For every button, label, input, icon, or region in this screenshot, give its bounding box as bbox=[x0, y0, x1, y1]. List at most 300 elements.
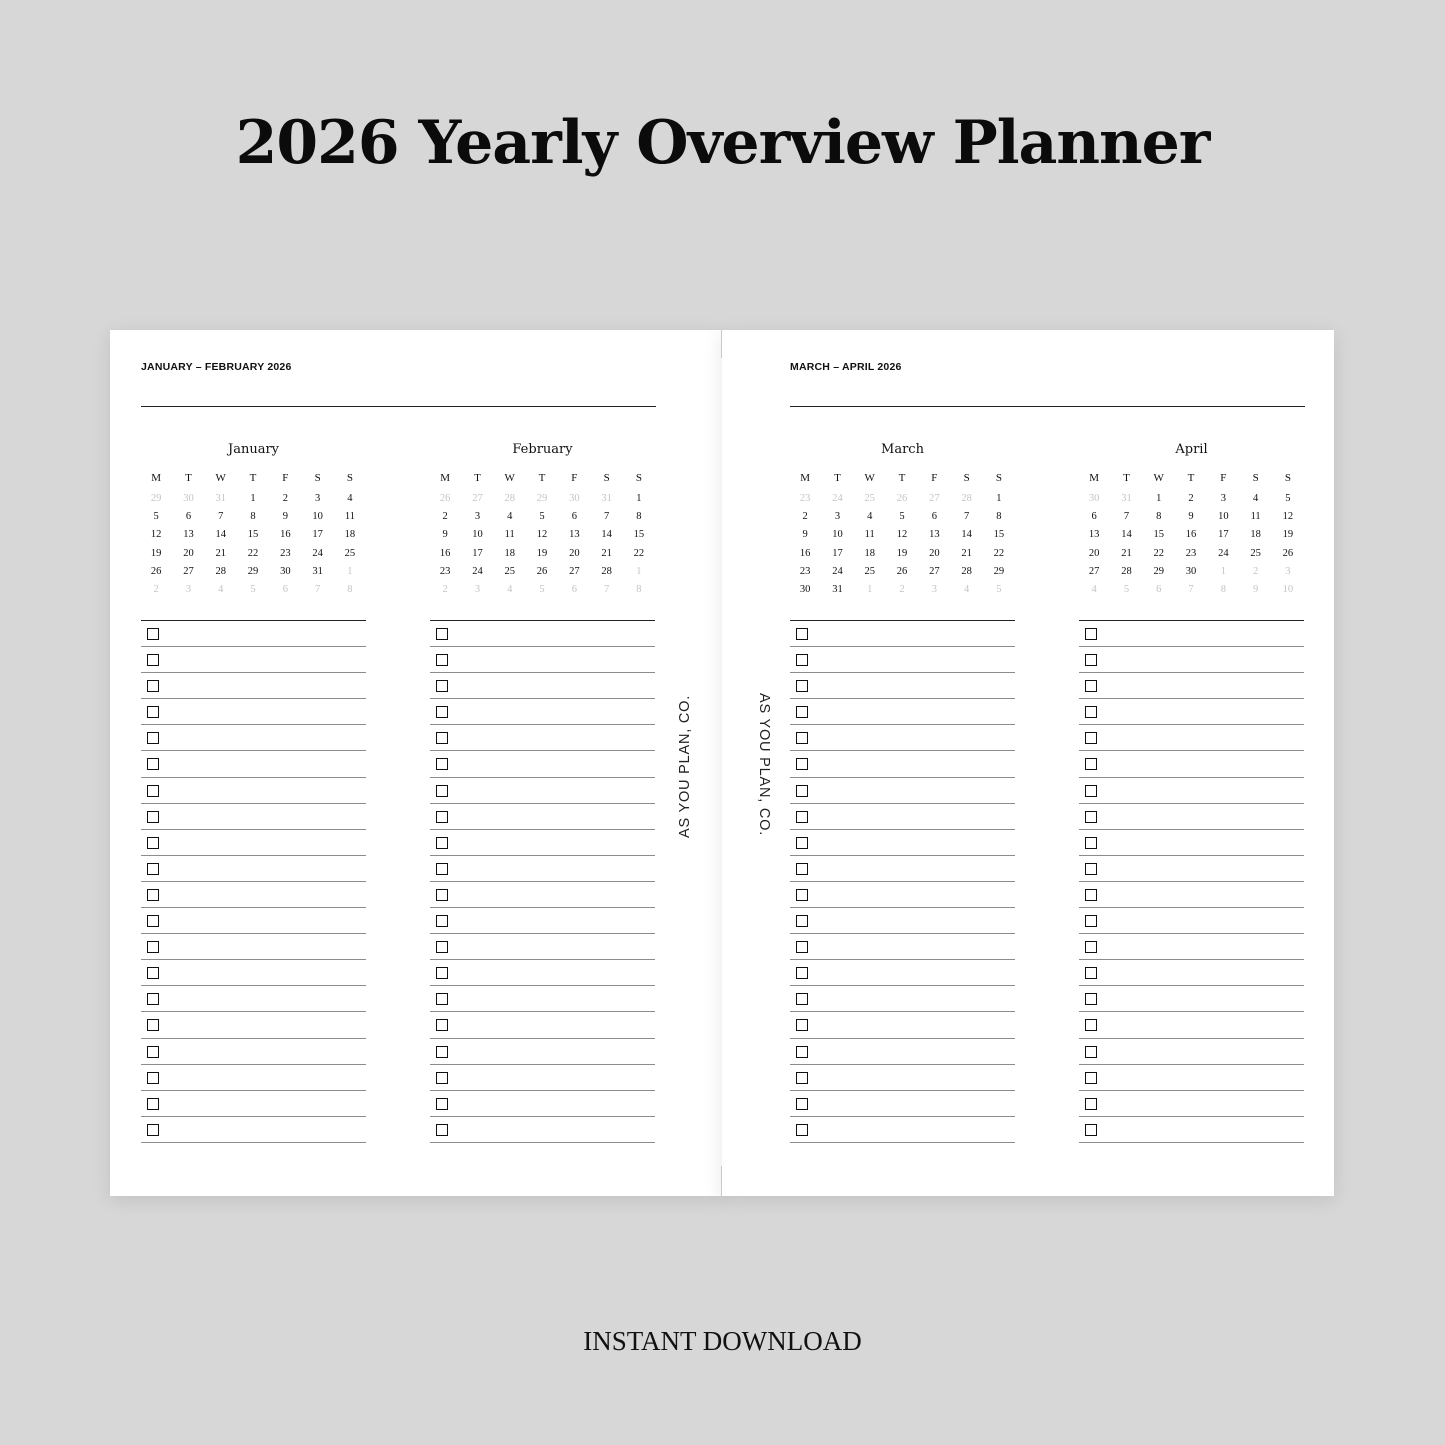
calendar-day-outside-month: 3 bbox=[185, 583, 192, 595]
task-row bbox=[141, 778, 366, 804]
checkbox-icon[interactable] bbox=[436, 993, 448, 1005]
calendar-day-outside-month: 29 bbox=[150, 493, 162, 504]
calendar-day: 10 bbox=[832, 529, 843, 541]
checkbox-icon[interactable] bbox=[1085, 941, 1097, 953]
task-list-march bbox=[790, 620, 1015, 1143]
calendar-day: 4 bbox=[867, 511, 873, 523]
calendar-day-outside-month: 7 bbox=[1188, 583, 1194, 595]
calendar-day: 12 bbox=[150, 529, 162, 541]
calendar-day: 6 bbox=[571, 511, 577, 523]
task-row bbox=[790, 1065, 1015, 1091]
checkbox-icon[interactable] bbox=[147, 967, 159, 979]
calendar-day: 26 bbox=[896, 565, 908, 577]
spread-header-mar-apr: MARCH – APRIL 2026 bbox=[790, 361, 902, 373]
calendar-day: 17 bbox=[312, 529, 323, 541]
calendar-day: 25 bbox=[864, 565, 875, 577]
calendar-day-outside-month: 3 bbox=[931, 583, 937, 595]
task-row bbox=[430, 1091, 655, 1117]
calendar-day: 29 bbox=[993, 565, 1005, 577]
calendar-day: 23 bbox=[280, 547, 291, 559]
task-row bbox=[141, 1012, 366, 1038]
task-row bbox=[430, 751, 655, 777]
task-row bbox=[430, 908, 655, 934]
calendar-day: 28 bbox=[215, 565, 226, 577]
calendar-day-outside-month: 9 bbox=[1253, 583, 1259, 595]
checkbox-icon[interactable] bbox=[147, 1124, 159, 1136]
calendar-day: 20 bbox=[1088, 547, 1100, 559]
weekday-label: F bbox=[1220, 472, 1227, 484]
checkbox-icon[interactable] bbox=[147, 1098, 159, 1110]
task-row bbox=[141, 699, 366, 725]
task-row bbox=[1079, 673, 1304, 699]
calendar-day-outside-month: 27 bbox=[472, 493, 483, 504]
weekday-label: W bbox=[504, 472, 515, 484]
calendar-day-outside-month: 7 bbox=[315, 583, 321, 595]
checkbox-icon[interactable] bbox=[436, 732, 448, 744]
task-row bbox=[430, 647, 655, 673]
checkbox-icon[interactable] bbox=[1085, 837, 1097, 849]
checkbox-icon[interactable] bbox=[436, 915, 448, 927]
task-row bbox=[1079, 1039, 1304, 1065]
calendar-day: 17 bbox=[832, 547, 843, 559]
checkbox-icon[interactable] bbox=[796, 889, 808, 901]
calendar-day: 11 bbox=[864, 529, 875, 541]
checkbox-icon[interactable] bbox=[796, 967, 808, 979]
weekday-label: S bbox=[1284, 472, 1291, 484]
task-row bbox=[141, 1117, 366, 1143]
checkbox-icon[interactable] bbox=[147, 628, 159, 640]
calendar-day: 11 bbox=[344, 511, 355, 523]
calendar-day-outside-month: 5 bbox=[996, 583, 1002, 595]
task-row bbox=[1079, 1117, 1304, 1143]
calendar-day: 6 bbox=[185, 511, 192, 523]
checkbox-icon[interactable] bbox=[147, 654, 159, 666]
calendar-day: 29 bbox=[247, 565, 259, 577]
checkbox-icon[interactable] bbox=[1085, 1072, 1097, 1084]
checkbox-icon[interactable] bbox=[1085, 1098, 1097, 1110]
task-row bbox=[790, 699, 1015, 725]
checkbox-icon[interactable] bbox=[436, 811, 448, 823]
calendar-day: 7 bbox=[1123, 511, 1130, 523]
checkbox-icon[interactable] bbox=[436, 967, 448, 979]
checkbox-icon[interactable] bbox=[796, 785, 808, 797]
checkbox-icon[interactable] bbox=[796, 1098, 808, 1110]
month-april bbox=[1079, 440, 1304, 599]
checkbox-icon[interactable] bbox=[1085, 915, 1097, 927]
spread-header-jan-feb: JANUARY – FEBRUARY 2026 bbox=[141, 361, 292, 373]
checkbox-icon[interactable] bbox=[436, 837, 448, 849]
weekday-label: F bbox=[282, 472, 289, 484]
calendar-day: 22 bbox=[633, 547, 645, 559]
calendar-day: 7 bbox=[964, 511, 970, 523]
calendar-day: 7 bbox=[604, 511, 610, 523]
calendar-day: 12 bbox=[536, 529, 548, 541]
calendar-day: 4 bbox=[1253, 493, 1259, 504]
calendar-day: 29 bbox=[1153, 565, 1164, 577]
checkbox-icon[interactable] bbox=[436, 680, 448, 692]
checkbox-icon[interactable] bbox=[796, 680, 808, 692]
weekday-label: M bbox=[1089, 472, 1100, 484]
checkbox-icon[interactable] bbox=[796, 915, 808, 927]
calendar-day: 3 bbox=[315, 493, 321, 504]
task-row bbox=[141, 647, 366, 673]
calendar-day-outside-month: 31 bbox=[601, 493, 612, 504]
checkbox-icon[interactable] bbox=[147, 1046, 159, 1058]
calendar-day-outside-month: 30 bbox=[183, 493, 194, 504]
task-row bbox=[790, 1012, 1015, 1038]
calendar-day: 3 bbox=[1220, 493, 1226, 504]
weekday-label: T bbox=[185, 472, 192, 484]
task-row bbox=[1079, 647, 1304, 673]
checkbox-icon[interactable] bbox=[436, 1124, 448, 1136]
calendar-day-outside-month: 10 bbox=[1282, 583, 1294, 595]
calendar-day: 22 bbox=[1153, 547, 1164, 559]
calendar-day-outside-month: 24 bbox=[832, 493, 843, 504]
calendar-day: 18 bbox=[344, 529, 356, 541]
task-row bbox=[1079, 751, 1304, 777]
checkbox-icon[interactable] bbox=[796, 758, 808, 770]
month-title: February bbox=[512, 442, 573, 457]
checkbox-icon[interactable] bbox=[436, 1019, 448, 1031]
checkbox-icon[interactable] bbox=[1085, 863, 1097, 875]
task-row bbox=[430, 960, 655, 986]
checkbox-icon[interactable] bbox=[436, 706, 448, 718]
checkbox-icon[interactable] bbox=[796, 732, 808, 744]
checkbox-icon[interactable] bbox=[436, 1072, 448, 1084]
calendar-day: 31 bbox=[312, 565, 323, 577]
checkbox-icon[interactable] bbox=[1085, 889, 1097, 901]
weekday-label: M bbox=[440, 472, 451, 484]
checkbox-icon[interactable] bbox=[436, 863, 448, 875]
calendar-day: 5 bbox=[1285, 493, 1291, 504]
brand-label-right: AS YOU PLAN, CO. bbox=[756, 693, 772, 837]
calendar-day-outside-month: 8 bbox=[1220, 583, 1226, 595]
calendar-day: 1 bbox=[250, 493, 256, 504]
calendar-day: 13 bbox=[1088, 529, 1100, 541]
calendar-day: 14 bbox=[961, 529, 972, 541]
calendar-day: 17 bbox=[1218, 529, 1229, 541]
calendar-day-outside-month: 1 bbox=[347, 565, 353, 577]
checkbox-icon[interactable] bbox=[436, 889, 448, 901]
calendar-day: 14 bbox=[601, 529, 612, 541]
calendar-day: 27 bbox=[183, 565, 194, 577]
calendar-day: 15 bbox=[633, 529, 645, 541]
calendar-day: 4 bbox=[347, 493, 353, 504]
weekday-label: W bbox=[864, 472, 875, 484]
calendar-day-outside-month: 4 bbox=[218, 583, 224, 595]
checkbox-icon[interactable] bbox=[1085, 732, 1097, 744]
task-row bbox=[1079, 1065, 1304, 1091]
task-row bbox=[430, 804, 655, 830]
checkbox-icon[interactable] bbox=[1085, 811, 1097, 823]
task-row bbox=[790, 986, 1015, 1012]
checkbox-icon[interactable] bbox=[796, 1046, 808, 1058]
calendar-day: 19 bbox=[1282, 529, 1294, 541]
weekday-label: T bbox=[474, 472, 481, 484]
task-row bbox=[430, 934, 655, 960]
calendar-day: 2 bbox=[802, 511, 808, 523]
calendar-day: 26 bbox=[150, 565, 162, 577]
calendar-day: 14 bbox=[1121, 529, 1132, 541]
calendar-day: 13 bbox=[569, 529, 580, 541]
calendar-day-outside-month: 6 bbox=[571, 583, 577, 595]
checkbox-icon[interactable] bbox=[147, 863, 159, 875]
calendar-day-outside-month: 26 bbox=[896, 493, 908, 504]
calendar-day: 16 bbox=[439, 547, 451, 559]
calendar-day: 6 bbox=[931, 511, 937, 523]
checkbox-icon[interactable] bbox=[147, 680, 159, 692]
calendar-day-outside-month: 8 bbox=[347, 583, 353, 595]
checkbox-icon[interactable] bbox=[147, 811, 159, 823]
calendar-day-outside-month: 5 bbox=[539, 583, 545, 595]
weekday-label: S bbox=[314, 472, 321, 484]
calendar-day: 23 bbox=[439, 565, 451, 577]
checkbox-icon[interactable] bbox=[436, 785, 448, 797]
checkbox-icon[interactable] bbox=[796, 706, 808, 718]
checkbox-icon[interactable] bbox=[436, 941, 448, 953]
calendar-day-outside-month: 28 bbox=[504, 493, 515, 504]
calendar-day: 15 bbox=[993, 529, 1005, 541]
checkbox-icon[interactable] bbox=[436, 1046, 448, 1058]
calendar-day: 11 bbox=[1250, 511, 1261, 523]
calendar-day: 9 bbox=[442, 529, 448, 541]
calendar-day-outside-month: 2 bbox=[899, 583, 905, 595]
weekday-label: F bbox=[931, 472, 938, 484]
calendar-day: 8 bbox=[1156, 511, 1162, 523]
checkbox-icon[interactable] bbox=[1085, 706, 1097, 718]
checkbox-icon[interactable] bbox=[796, 654, 808, 666]
checkbox-icon[interactable] bbox=[147, 732, 159, 744]
month-title: April bbox=[1175, 442, 1208, 457]
calendar-day: 30 bbox=[280, 565, 291, 577]
checkbox-icon[interactable] bbox=[1085, 758, 1097, 770]
task-row bbox=[1079, 986, 1304, 1012]
checkbox-icon[interactable] bbox=[147, 1072, 159, 1084]
checkbox-icon[interactable] bbox=[1085, 628, 1097, 640]
weekday-label: T bbox=[834, 472, 841, 484]
calendar-day: 18 bbox=[1250, 529, 1261, 541]
task-row bbox=[141, 804, 366, 830]
calendar-day: 8 bbox=[250, 511, 256, 523]
calendar-day-outside-month: 3 bbox=[1285, 565, 1291, 577]
month-title: January bbox=[227, 442, 280, 457]
spine-divider-top bbox=[721, 330, 722, 358]
checkbox-icon[interactable] bbox=[796, 993, 808, 1005]
task-row bbox=[790, 725, 1015, 751]
task-row bbox=[790, 830, 1015, 856]
checkbox-icon[interactable] bbox=[147, 758, 159, 770]
checkbox-icon[interactable] bbox=[796, 863, 808, 875]
task-row bbox=[1079, 960, 1304, 986]
checkbox-icon[interactable] bbox=[1085, 680, 1097, 692]
calendar-day: 10 bbox=[1218, 511, 1229, 523]
checkbox-icon[interactable] bbox=[796, 1072, 808, 1084]
calendar-day: 24 bbox=[832, 565, 843, 577]
checkbox-icon[interactable] bbox=[147, 889, 159, 901]
calendar-day-outside-month: 6 bbox=[282, 583, 288, 595]
task-row bbox=[790, 1091, 1015, 1117]
calendar-day: 25 bbox=[1250, 547, 1261, 559]
calendar-day-outside-month: 23 bbox=[799, 493, 811, 504]
page-title: 2026 Yearly Overview Planner bbox=[235, 108, 1210, 178]
checkbox-icon[interactable] bbox=[147, 1019, 159, 1031]
checkbox-icon[interactable] bbox=[1085, 785, 1097, 797]
calendar-day: 21 bbox=[1121, 547, 1132, 559]
checkbox-icon[interactable] bbox=[1085, 993, 1097, 1005]
header-rule bbox=[790, 406, 1305, 407]
checkbox-icon[interactable] bbox=[147, 941, 159, 953]
calendar-day: 22 bbox=[247, 547, 259, 559]
checkbox-icon[interactable] bbox=[436, 628, 448, 640]
calendar-day: 23 bbox=[1185, 547, 1197, 559]
calendar-day: 1 bbox=[996, 493, 1002, 504]
task-row bbox=[790, 882, 1015, 908]
task-row bbox=[790, 751, 1015, 777]
calendar-day: 8 bbox=[996, 511, 1002, 523]
calendar-day-outside-month: 5 bbox=[1123, 583, 1130, 595]
checkbox-icon[interactable] bbox=[436, 758, 448, 770]
checkbox-icon[interactable] bbox=[436, 654, 448, 666]
checkbox-icon[interactable] bbox=[796, 628, 808, 640]
calendar-day: 12 bbox=[1282, 511, 1294, 523]
task-list-february bbox=[430, 620, 655, 1143]
task-row bbox=[141, 986, 366, 1012]
checkbox-icon[interactable] bbox=[796, 1019, 808, 1031]
calendar-day-outside-month: 2 bbox=[442, 583, 448, 595]
task-row bbox=[1079, 856, 1304, 882]
calendar-day: 19 bbox=[896, 547, 908, 559]
task-row bbox=[1079, 621, 1304, 647]
month-title: March bbox=[881, 442, 924, 457]
weekday-label: T bbox=[898, 472, 906, 484]
checkbox-icon[interactable] bbox=[1085, 1019, 1097, 1031]
weekday-label: S bbox=[603, 472, 610, 484]
task-row bbox=[1079, 1091, 1304, 1117]
task-row bbox=[1079, 778, 1304, 804]
calendar-day: 15 bbox=[1153, 529, 1164, 541]
calendar-day: 21 bbox=[601, 547, 612, 559]
calendar-day: 9 bbox=[1188, 511, 1194, 523]
task-row bbox=[790, 856, 1015, 882]
checkbox-icon[interactable] bbox=[147, 915, 159, 927]
calendar-day: 18 bbox=[504, 547, 515, 559]
checkbox-icon[interactable] bbox=[1085, 1046, 1097, 1058]
checkbox-icon[interactable] bbox=[147, 993, 159, 1005]
calendar-day: 1 bbox=[1156, 493, 1162, 504]
calendar-day: 25 bbox=[344, 547, 356, 559]
checkbox-icon[interactable] bbox=[147, 837, 159, 849]
task-row bbox=[790, 934, 1015, 960]
calendar-day: 13 bbox=[929, 529, 940, 541]
instant-download-label: INSTANT DOWNLOAD bbox=[583, 1326, 862, 1356]
checkbox-icon[interactable] bbox=[1085, 967, 1097, 979]
month-february bbox=[430, 440, 655, 599]
calendar-day: 7 bbox=[218, 511, 224, 523]
task-row bbox=[141, 725, 366, 751]
task-row bbox=[141, 1091, 366, 1117]
calendar-day: 2 bbox=[282, 493, 288, 504]
calendar-day-outside-month: 1 bbox=[636, 565, 642, 577]
calendar-day-outside-month: 28 bbox=[961, 493, 972, 504]
task-list-january bbox=[141, 620, 366, 1143]
calendar-day: 24 bbox=[312, 547, 323, 559]
calendar-day-outside-month: 31 bbox=[1121, 493, 1132, 504]
calendar-day: 2 bbox=[1188, 493, 1194, 504]
calendar-day-outside-month: 8 bbox=[636, 583, 642, 595]
calendar-day-outside-month: 29 bbox=[536, 493, 548, 504]
task-row bbox=[790, 778, 1015, 804]
task-row bbox=[141, 1039, 366, 1065]
calendar-day: 27 bbox=[929, 565, 940, 577]
calendar-day: 11 bbox=[504, 529, 515, 541]
task-row bbox=[141, 856, 366, 882]
calendar-day-outside-month: 2 bbox=[1253, 565, 1259, 577]
checkbox-icon[interactable] bbox=[147, 785, 159, 797]
task-row bbox=[141, 934, 366, 960]
calendar-day: 12 bbox=[896, 529, 908, 541]
task-row bbox=[141, 908, 366, 934]
task-row bbox=[141, 960, 366, 986]
checkbox-icon[interactable] bbox=[1085, 654, 1097, 666]
weekday-label: W bbox=[1153, 472, 1164, 484]
task-row bbox=[430, 699, 655, 725]
calendar-day: 28 bbox=[1121, 565, 1132, 577]
calendar-day: 18 bbox=[864, 547, 875, 559]
checkbox-icon[interactable] bbox=[436, 1098, 448, 1110]
calendar-day: 16 bbox=[280, 529, 291, 541]
calendar-day-outside-month: 2 bbox=[153, 583, 159, 595]
calendar-day-outside-month: 7 bbox=[604, 583, 610, 595]
weekday-label: W bbox=[215, 472, 226, 484]
calendar-day: 28 bbox=[601, 565, 612, 577]
calendar-day-outside-month: 4 bbox=[507, 583, 513, 595]
calendar-day-outside-month: 4 bbox=[964, 583, 970, 595]
checkbox-icon[interactable] bbox=[796, 811, 808, 823]
checkbox-icon[interactable] bbox=[796, 837, 808, 849]
task-row bbox=[430, 673, 655, 699]
checkbox-icon[interactable] bbox=[796, 1124, 808, 1136]
calendar-day: 21 bbox=[961, 547, 972, 559]
calendar-day: 16 bbox=[799, 547, 811, 559]
checkbox-icon[interactable] bbox=[796, 941, 808, 953]
calendar-day: 5 bbox=[539, 511, 545, 523]
task-row bbox=[1079, 804, 1304, 830]
header-rule bbox=[141, 406, 656, 407]
calendar-day-outside-month: 3 bbox=[474, 583, 481, 595]
calendar-day: 20 bbox=[183, 547, 194, 559]
calendar-day: 20 bbox=[569, 547, 580, 559]
calendar-day: 26 bbox=[1282, 547, 1294, 559]
task-row bbox=[1079, 725, 1304, 751]
calendar-day: 10 bbox=[472, 529, 483, 541]
calendar-day: 21 bbox=[215, 547, 226, 559]
task-row bbox=[430, 1117, 655, 1143]
calendar-day: 31 bbox=[832, 583, 843, 595]
calendar-day: 15 bbox=[247, 529, 259, 541]
calendar-day: 5 bbox=[899, 511, 905, 523]
task-row bbox=[430, 856, 655, 882]
calendar-day: 16 bbox=[1185, 529, 1197, 541]
task-row bbox=[1079, 1012, 1304, 1038]
calendar-day-outside-month: 30 bbox=[569, 493, 580, 504]
checkbox-icon[interactable] bbox=[1085, 1124, 1097, 1136]
calendar-day: 9 bbox=[282, 511, 288, 523]
calendar-day-outside-month: 31 bbox=[215, 493, 226, 504]
calendar-day: 9 bbox=[802, 529, 808, 541]
task-row bbox=[790, 908, 1015, 934]
checkbox-icon[interactable] bbox=[147, 706, 159, 718]
task-row bbox=[141, 882, 366, 908]
